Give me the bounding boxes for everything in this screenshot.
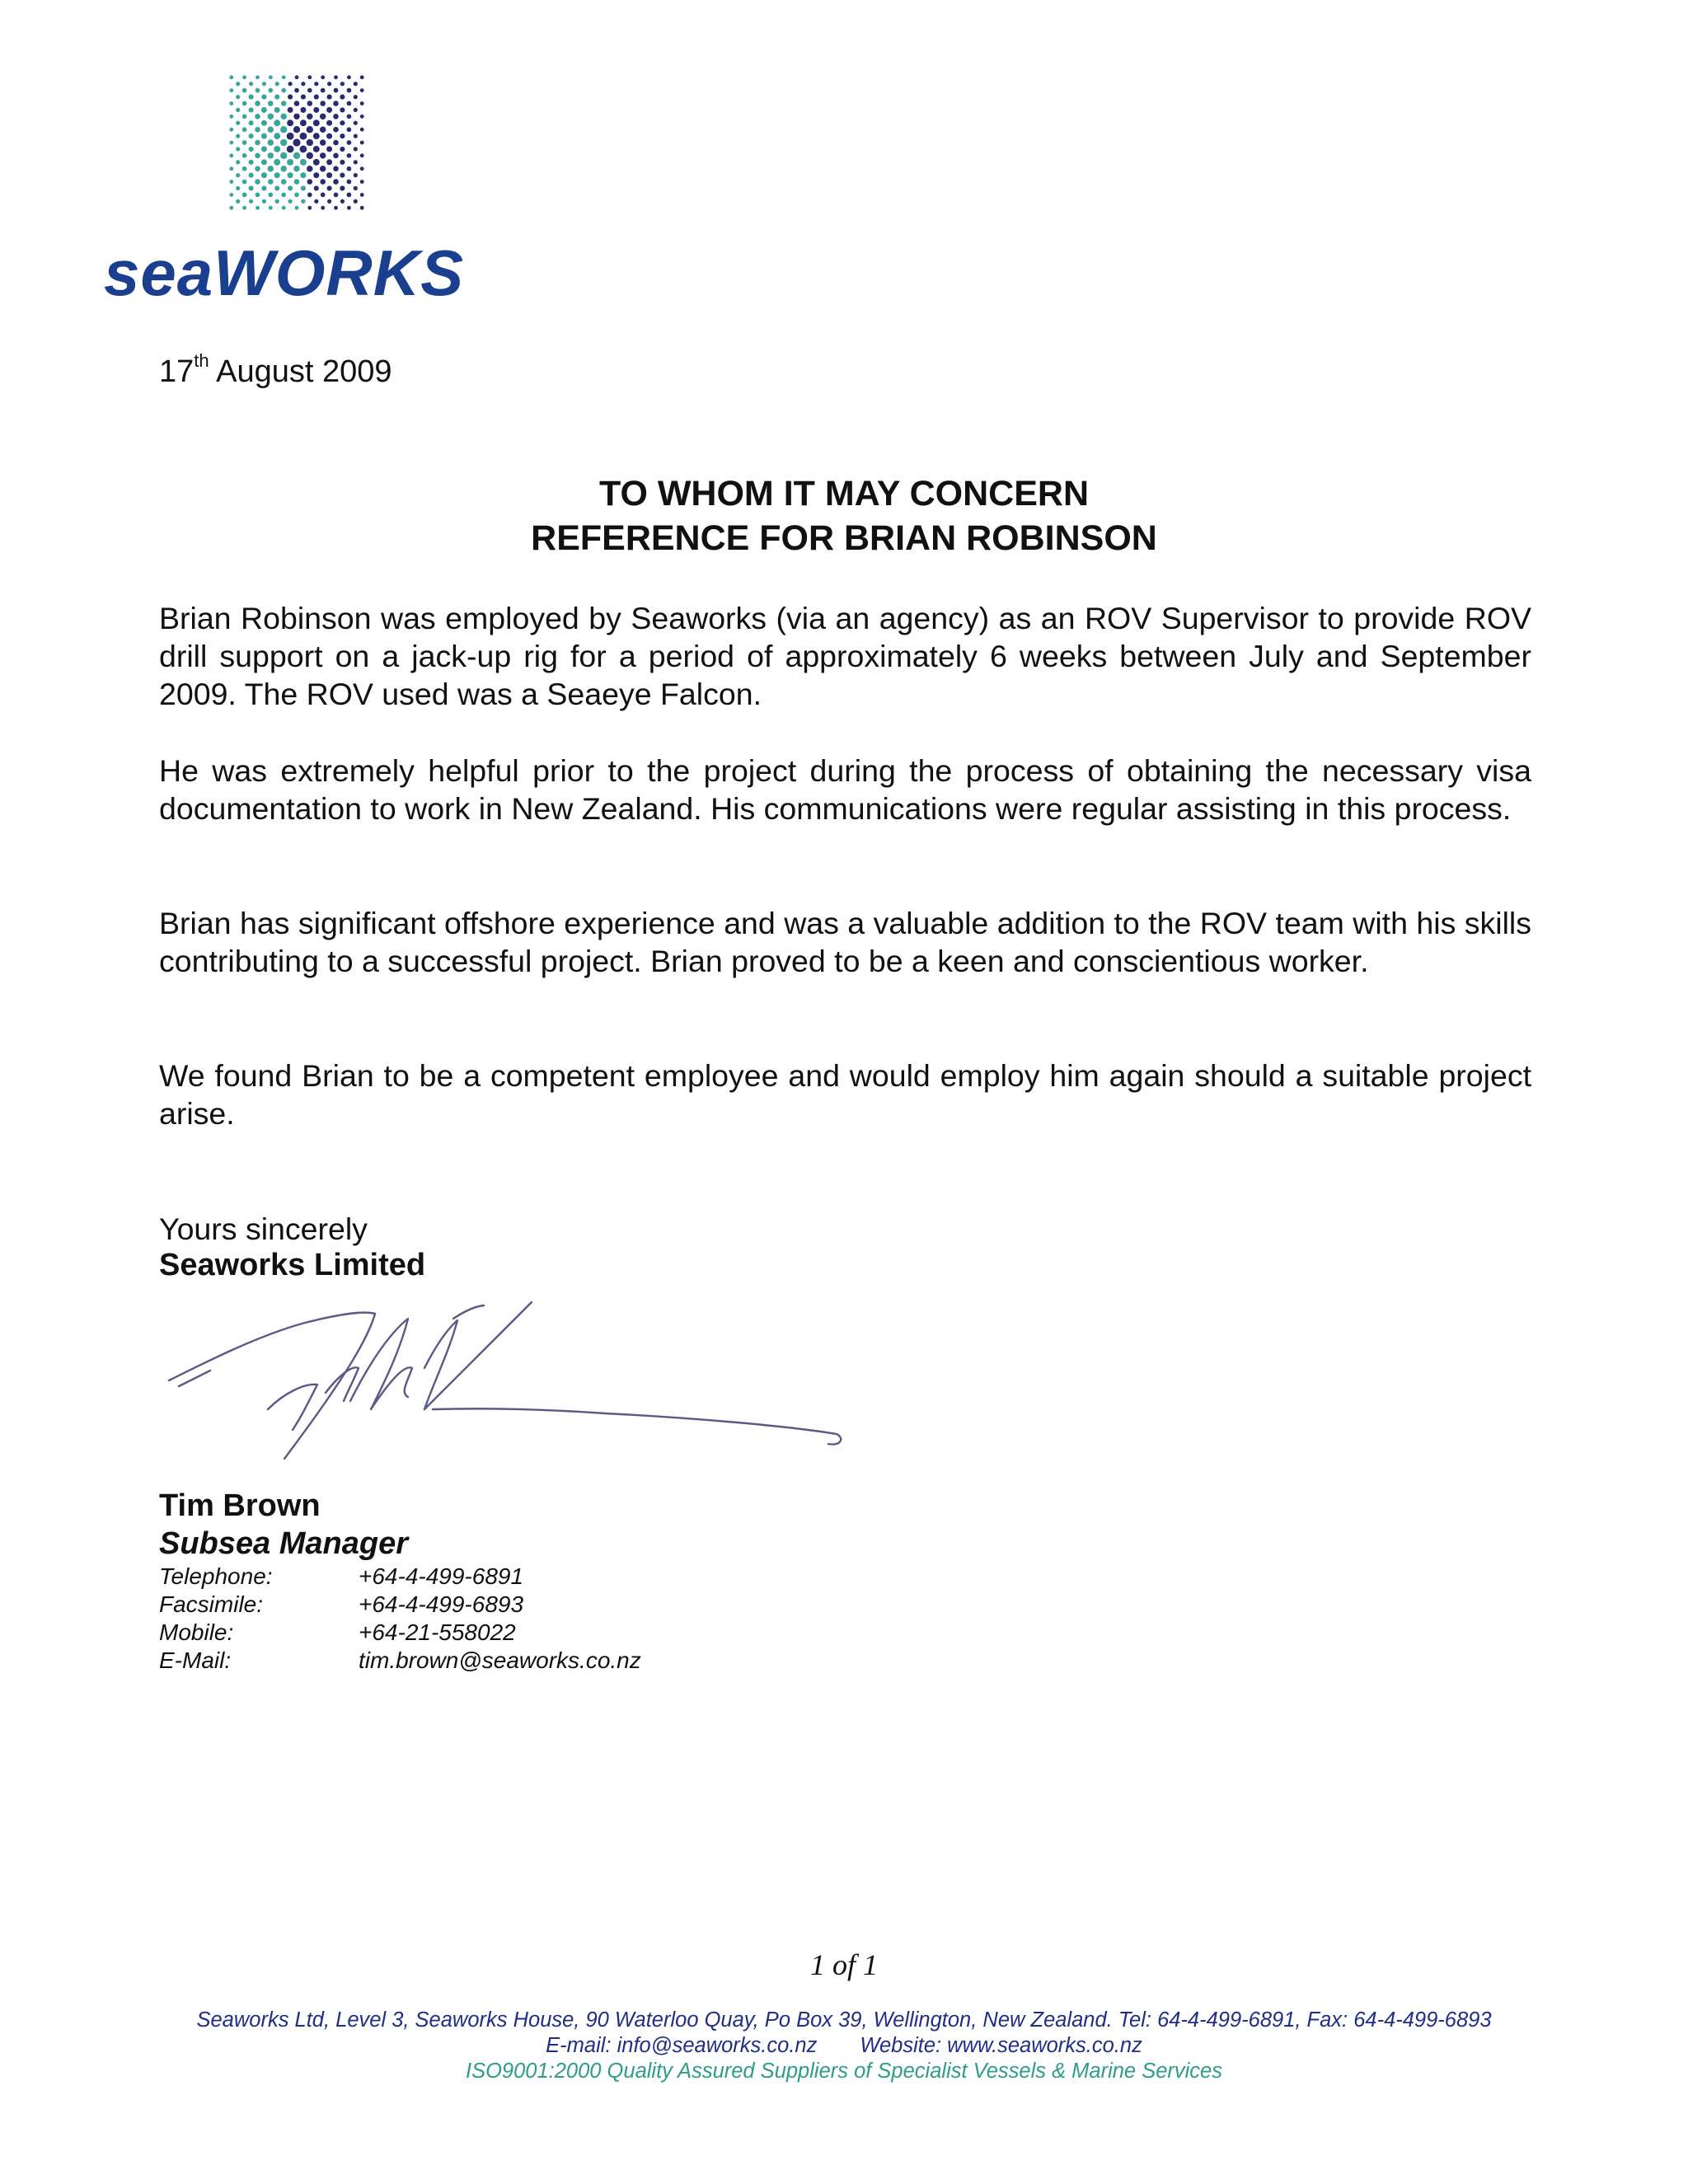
logo-dot — [236, 108, 240, 112]
logo-dot — [360, 128, 364, 132]
logo-dot — [301, 82, 305, 86]
logo-dot — [314, 82, 318, 86]
logo-dot — [313, 133, 320, 139]
logo-dot — [333, 179, 339, 185]
logo-dot — [307, 152, 313, 159]
logo-dot — [268, 166, 274, 171]
logo-dot — [275, 82, 279, 86]
logo-dot — [229, 128, 233, 132]
logo-dot — [295, 206, 299, 210]
logo-dot — [307, 139, 313, 146]
logo-dot — [269, 206, 273, 210]
logo-dot — [274, 95, 279, 100]
logo-dot — [261, 134, 267, 139]
logo-dot — [255, 179, 260, 185]
logo-dot — [360, 115, 364, 119]
logo-dot — [333, 153, 339, 159]
logo-dot — [293, 152, 300, 159]
logo-dot — [320, 179, 326, 185]
footer-email: E-mail: info@seaworks.co.nz — [546, 2034, 818, 2057]
logo-dot — [354, 147, 358, 151]
page-number: 1 of 1 — [809, 1948, 878, 1981]
logo-dot — [293, 166, 299, 171]
logo-dot — [347, 114, 352, 119]
body-paragraph: Brian Robinson was employed by Seaworks (via an agency) as an ROV Supervisor to provide ROV drill support on a jack-up rig for a period of approximately 6 weeks between July and September 2009. The ROV used was a Seaeye Falcon. — [159, 601, 1531, 711]
logo-dot — [287, 133, 294, 140]
logo-dot — [255, 127, 260, 133]
logo-dot — [282, 206, 286, 210]
logo-dot — [334, 193, 339, 198]
logo-dot — [281, 193, 286, 198]
logo-dot — [313, 159, 320, 166]
logo-dot — [354, 121, 358, 125]
contact-label: E-Mail: — [159, 1647, 232, 1673]
logo-dot — [326, 107, 332, 113]
body-paragraph: We found Brian to be a competent employee and would employ him again should a suitable project arise. — [159, 1058, 1531, 1131]
logo-dot — [280, 139, 287, 146]
logo-dot — [300, 146, 307, 153]
logo-dot — [236, 95, 240, 99]
letter-date: 17th August 2009 — [159, 350, 392, 389]
logo-dot — [274, 120, 280, 126]
logo-dot — [321, 193, 326, 198]
logo-dot — [268, 179, 274, 185]
logo-dot — [274, 133, 280, 139]
logo-dot — [249, 199, 253, 204]
logo-dot — [249, 160, 254, 165]
logo-dot — [307, 193, 312, 198]
logo-dot — [307, 75, 312, 79]
logo-dot — [229, 193, 233, 197]
logo-dot — [314, 199, 318, 204]
logo-dot — [347, 153, 352, 158]
company-name: Seaworks Limited — [159, 1248, 426, 1282]
logo-dot — [268, 193, 273, 198]
logo-dot — [249, 185, 254, 190]
logo-dot — [314, 185, 319, 190]
logo-dot — [288, 172, 293, 178]
handwritten-signature — [161, 1286, 861, 1492]
logo-dot — [287, 146, 294, 153]
logo-dot — [320, 114, 326, 120]
logo-dot — [307, 101, 313, 106]
logo-dot — [242, 206, 246, 210]
footer-website: Website: www.seaworks.co.nz — [860, 2034, 1142, 2057]
logo-dot — [281, 179, 287, 185]
logo-dot — [333, 127, 339, 133]
logo-dot — [347, 193, 352, 198]
logo-dot — [229, 153, 233, 157]
logo-dot — [229, 101, 233, 105]
logo-dot — [262, 82, 266, 86]
logo-dot — [320, 126, 326, 132]
logo-dot — [327, 95, 332, 100]
logo-dot — [229, 141, 233, 145]
logo-dot — [274, 172, 280, 178]
logo-dot — [256, 206, 260, 210]
logo-dot — [314, 95, 319, 100]
logo-dot — [268, 114, 274, 120]
logo-dot — [307, 206, 312, 210]
logo-dot — [354, 82, 358, 86]
logo-dot — [261, 159, 267, 165]
logo-dot — [320, 101, 326, 106]
logo-dot — [334, 206, 338, 210]
logo-dot — [236, 134, 240, 138]
heading-recipient: TO WHOM IT MAY CONCERN — [598, 474, 1090, 513]
logo-dot — [249, 82, 253, 86]
logo-dot — [326, 146, 332, 152]
logo-dot — [334, 88, 339, 93]
logo-dot — [288, 107, 293, 113]
logo-dot — [249, 107, 254, 112]
logo-dot — [293, 126, 300, 133]
contact-label: Facsimile: — [159, 1591, 264, 1617]
logo-dot — [340, 134, 345, 138]
logo-dot — [340, 120, 345, 125]
logo-dot — [347, 166, 352, 171]
logo-dot — [354, 134, 358, 138]
logo-dot — [301, 185, 306, 190]
logo-dot — [313, 107, 319, 113]
logo-dot — [280, 114, 286, 120]
logo-dot — [360, 75, 364, 79]
logo-dot — [347, 88, 352, 93]
logo-dot — [261, 172, 267, 178]
logo-dot — [293, 138, 300, 146]
logo-dot — [261, 107, 267, 113]
logo-dot — [360, 101, 364, 105]
logo-dot — [307, 179, 313, 185]
logo-dot — [340, 107, 345, 112]
closing-salutation: Yours sincerely — [159, 1212, 368, 1246]
logo-dot — [295, 75, 299, 79]
logo-dot — [229, 180, 233, 184]
logo-dot — [326, 134, 332, 139]
logo-dot — [333, 114, 339, 120]
logo-dot — [326, 172, 332, 178]
logo-dot — [256, 75, 260, 79]
logo-dot — [268, 152, 274, 158]
logo-dot — [347, 75, 351, 79]
logo-dot — [307, 114, 312, 120]
logo-dot — [354, 173, 358, 177]
logo-dot — [255, 153, 260, 159]
logo-dot — [340, 95, 345, 100]
logo-dot — [320, 166, 326, 171]
logo-dot — [360, 166, 364, 171]
logo-dot — [347, 206, 351, 210]
logo-dot — [288, 185, 293, 190]
logo-dot — [268, 88, 273, 93]
logo-dot — [294, 179, 300, 185]
logo-dot — [261, 95, 266, 100]
logo-dot — [269, 75, 273, 79]
logo-dot — [274, 159, 280, 166]
logo-dot — [274, 146, 280, 152]
logo-dot — [301, 95, 306, 100]
logo-dot — [268, 126, 274, 132]
logo-dot — [242, 180, 247, 185]
logo-dot — [313, 146, 320, 152]
logo-dot — [249, 147, 254, 152]
logo-dot — [340, 185, 345, 190]
signatory-name: Tim Brown — [159, 1488, 321, 1523]
logo-dot — [236, 147, 240, 151]
logo-dot — [354, 186, 358, 190]
logo-dot — [256, 88, 260, 93]
logo-dot — [281, 88, 286, 93]
logo-dot — [242, 101, 247, 106]
logo-dot — [236, 160, 240, 164]
logo-dot — [229, 206, 233, 210]
logo-dot — [229, 115, 233, 119]
logo-dot — [347, 127, 352, 132]
logo-dot — [360, 88, 364, 92]
logo-dot — [288, 95, 293, 100]
logo-dot — [236, 121, 240, 125]
signatory-title: Subsea Manager — [159, 1526, 408, 1561]
logo-dot — [340, 160, 345, 165]
logo-dot — [354, 160, 358, 164]
logo-dot — [300, 107, 306, 113]
logo-dot — [288, 199, 292, 204]
logo-dot — [354, 95, 358, 99]
logo-dot — [288, 82, 292, 86]
logo-dot — [333, 140, 339, 146]
logo-dot — [340, 199, 345, 204]
logo-dot — [294, 101, 300, 106]
contact-value: tim.brown@seaworks.co.nz — [359, 1647, 641, 1673]
logo-dot — [360, 153, 364, 157]
logo-dot — [327, 82, 331, 86]
logo-dot — [242, 193, 247, 198]
seaworks-logo-wordmark: seaWORKS — [104, 237, 465, 309]
logo-dot — [347, 180, 352, 185]
logo-dot — [242, 153, 247, 158]
logo-dot — [320, 152, 326, 158]
logo-dot — [321, 206, 325, 210]
logo-dot — [256, 193, 260, 198]
logo-dot — [294, 193, 299, 198]
logo-dot — [262, 199, 266, 204]
logo-dot — [229, 166, 233, 171]
logo-dot — [281, 101, 287, 106]
logo-dot — [242, 140, 247, 145]
body-paragraph: He was extremely helpful prior to the project during the process of obtaining the necessary visa documentation to work in New Zealand. His communications were regular assisting in this process. — [159, 753, 1531, 826]
logo-dot — [255, 166, 260, 171]
logo-dot — [313, 120, 320, 126]
logo-dot — [236, 186, 240, 190]
logo-dot — [340, 147, 345, 152]
logo-dot — [280, 152, 287, 159]
logo-dot — [360, 180, 364, 184]
logo-dot — [274, 107, 280, 113]
logo-dot — [261, 120, 267, 126]
seaworks-logo-icon — [198, 48, 396, 237]
logo-dot — [300, 172, 306, 178]
logo-dot — [268, 139, 274, 145]
logo-dot — [229, 88, 233, 92]
logo-dot — [307, 166, 312, 171]
logo-dot — [327, 185, 332, 190]
contact-label: Mobile: — [159, 1619, 234, 1645]
logo-dot — [334, 75, 338, 79]
logo-dot — [307, 88, 312, 93]
footer-contact — [0, 2036, 1688, 2057]
logo-dot — [326, 159, 332, 165]
logo-dot — [242, 127, 247, 132]
logo-dot — [307, 126, 313, 133]
logo-dot — [242, 114, 247, 119]
logo-dot — [268, 101, 274, 106]
logo-dot — [287, 120, 293, 126]
logo-dot — [333, 166, 339, 171]
body-paragraph: Brian has significant offshore experience and was a valuable addition to the ROV team with his skills contributing to a successful project. Brian proved to be a keen and conscientious worker. — [159, 906, 1531, 978]
contact-label: Telephone: — [159, 1563, 273, 1589]
logo-dot — [300, 159, 307, 166]
logo-dot — [261, 185, 266, 190]
logo-dot — [236, 199, 240, 204]
footer-address: Seaworks Ltd, Level 3, Seaworks House, 90 Waterloo Quay, Po Box 39, Wellington, New Zealand. Tel: 64-4-499-6891, Fax: 64-4-499-6893 — [196, 2008, 1492, 2032]
logo-dot — [360, 141, 364, 145]
logo-dot — [340, 173, 345, 178]
logo-dot — [280, 166, 286, 171]
logo-dot — [255, 101, 260, 106]
logo-dot — [293, 114, 299, 120]
logo-dot — [321, 88, 326, 93]
logo-dot — [287, 159, 293, 166]
logo-dot — [300, 120, 307, 126]
logo-dot — [249, 120, 254, 125]
logo-dot — [249, 95, 254, 100]
logo-dot — [280, 126, 287, 133]
logo-dot — [347, 140, 352, 145]
logo-dot — [274, 185, 279, 190]
logo-dot — [326, 120, 332, 126]
footer-iso: ISO9001:2000 Quality Assured Suppliers of Specialist Vessels & Marine Services — [466, 2060, 1222, 2083]
logo-dot — [242, 75, 246, 79]
logo-dot — [340, 82, 345, 86]
logo-dot — [300, 133, 307, 140]
logo-dot — [321, 75, 325, 79]
logo-dot — [242, 166, 247, 171]
contact-value: +64-21-558022 — [359, 1619, 516, 1645]
logo-dot — [294, 88, 299, 93]
logo-dot — [261, 146, 267, 152]
logo-dot — [249, 173, 254, 178]
logo-dot — [313, 172, 319, 178]
logo-dot — [229, 75, 233, 79]
logo-dot — [236, 173, 240, 177]
logo-dot — [282, 75, 286, 79]
logo-dot — [360, 193, 364, 197]
logo-dot — [236, 82, 240, 86]
logo-dot — [242, 88, 247, 93]
contact-value: +64-4-499-6893 — [359, 1591, 524, 1617]
logo-dot — [320, 139, 326, 145]
contact-value: +64-4-499-6891 — [359, 1563, 524, 1589]
logo-dot — [354, 108, 358, 112]
logo-dot — [347, 101, 352, 106]
logo-dot — [360, 206, 364, 210]
logo-dot — [249, 134, 254, 138]
logo-dot — [333, 101, 339, 106]
logo-dot — [275, 199, 279, 204]
logo-dot — [327, 199, 331, 204]
heading-subject: REFERENCE FOR BRIAN ROBINSON — [531, 518, 1157, 558]
logo-dot — [354, 199, 358, 204]
logo-dot — [255, 114, 260, 120]
logo-dot — [255, 140, 260, 146]
logo-dot — [301, 199, 305, 204]
